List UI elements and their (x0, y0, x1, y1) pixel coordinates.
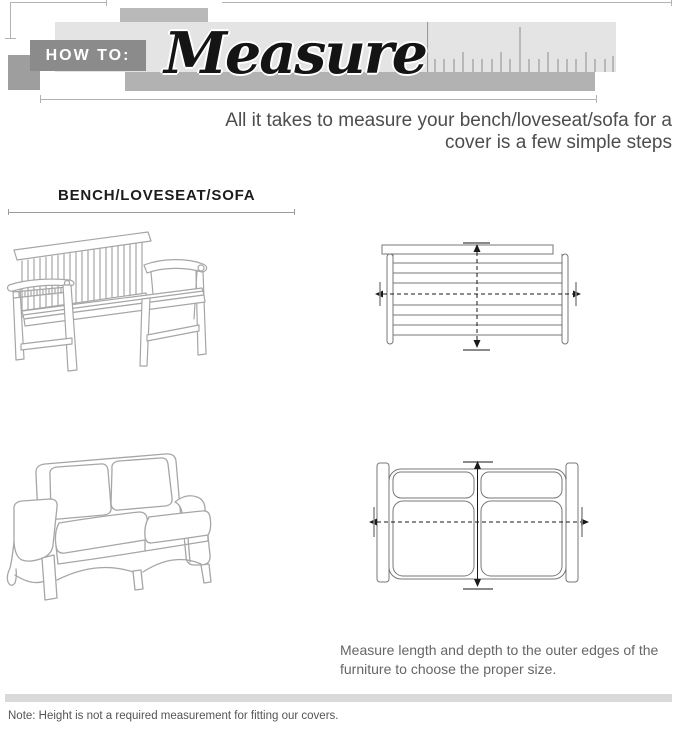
measure-line-tick (8, 209, 9, 215)
measure-line-decoration (222, 2, 672, 3)
bench-front-left-leg (63, 285, 77, 371)
sofa-top-back-cushion-left (393, 472, 474, 498)
length-arrow-right (573, 291, 581, 298)
loveseat-center-leg (133, 570, 143, 590)
section-measure-line (8, 212, 295, 213)
subtitle (150, 110, 672, 154)
sofa-top-seat-cushion-left (393, 501, 474, 576)
length-arrow-left (369, 519, 377, 526)
subtitle-line-1: All it takes to measure your bench/loveseat/sofa for a (225, 110, 672, 131)
loveseat-left-arm (14, 499, 57, 561)
bench-left-stretcher (21, 338, 72, 350)
bench-top-view-measurement-icon (362, 240, 594, 355)
how-to-badge-label: HOW TO: (45, 47, 131, 64)
measure-line-tick (106, 0, 107, 6)
loveseat-apron-arch-2 (143, 560, 201, 573)
loveseat-line-drawing-icon (2, 442, 254, 632)
section-label: BENCH/LOVESEAT/SOFA (58, 187, 256, 204)
measure-line-tick (40, 95, 41, 103)
sofa-top-seat-cushion-right (481, 501, 562, 576)
bench-line-drawing-icon (0, 221, 238, 373)
bench-back-right-leg (196, 271, 206, 355)
measure-line-tick (596, 95, 597, 103)
measure-line-tick (671, 0, 672, 6)
measurement-instructions (340, 641, 675, 679)
loveseat-right-leg (201, 564, 211, 583)
instruction-line-2: furniture to choose the proper size. (340, 661, 557, 677)
loveseat-apron-arch-1 (57, 568, 133, 581)
bench-front-right-leg (140, 298, 150, 366)
bench-top-right-post (562, 254, 568, 344)
loveseat-apron-arch-0 (15, 575, 45, 583)
footer-note: Note: Height is not a required measurement for fitting our covers. (8, 710, 339, 722)
page-title: Measure (163, 20, 427, 87)
footer-divider-bar (5, 694, 672, 702)
loveseat-front-left-leg (42, 555, 57, 600)
bench-right-stretcher (147, 325, 199, 341)
sofa-top-back-cushion-right (481, 472, 562, 498)
loveseat-back-cushion-left (50, 464, 111, 519)
loveseat-top-view-measurement-icon (360, 452, 598, 597)
header-underline (40, 99, 597, 100)
how-to-badge (30, 40, 146, 71)
ruler-ticks-icon (427, 22, 617, 72)
subtitle-line-2: cover is a few simple steps (444, 132, 672, 153)
length-arrow-left (375, 291, 383, 298)
bench-top-left-post (387, 254, 393, 344)
loveseat-back-cushion-right (111, 458, 172, 510)
instruction-line-1: Measure length and depth to the outer edges of the (340, 642, 659, 658)
measure-line-decoration (10, 2, 107, 3)
measure-line-tick (294, 209, 295, 215)
bench-top-back-bar (382, 245, 553, 254)
measure-line-tick (5, 38, 16, 39)
depth-arrow-down (474, 340, 481, 348)
depth-arrow-down (474, 579, 481, 587)
measure-line-decoration (10, 2, 11, 38)
